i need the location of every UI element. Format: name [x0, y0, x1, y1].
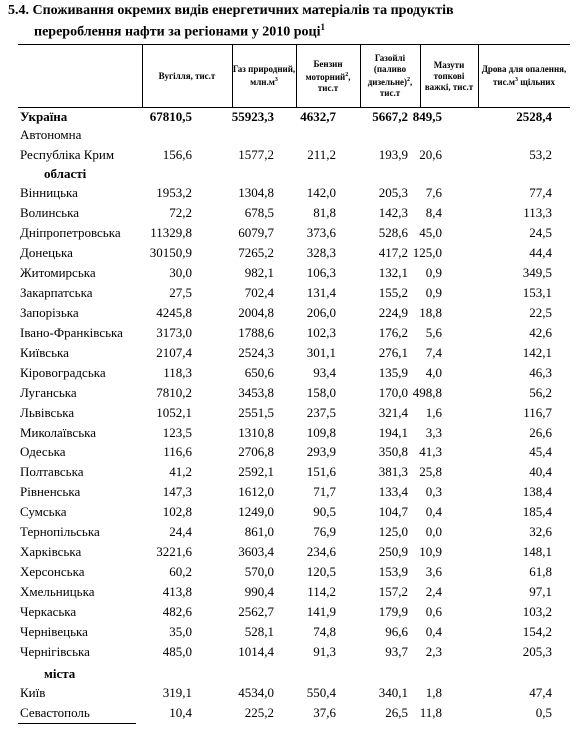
table-row [0, 683, 584, 703]
cell-coal: 319,1 [162, 685, 192, 700]
cell-coal: 123,5 [162, 424, 192, 440]
cell-firewood: 113,3 [523, 204, 552, 220]
cell-gas: 225,2 [244, 704, 274, 720]
row-name: Донецька [20, 244, 73, 260]
cell-coal: 30,0 [169, 264, 192, 280]
row-name: Сумська [20, 504, 67, 520]
cell-gas: 702,4 [244, 284, 274, 300]
cell-gasoil: 276,1 [378, 344, 408, 360]
cell-petrol: 76,9 [313, 524, 336, 540]
cell-gasoil: 170,0 [378, 384, 408, 400]
cell-coal: 118,3 [163, 364, 192, 380]
row-name: Хмельницька [20, 584, 95, 600]
cell-firewood: 44,4 [529, 244, 552, 260]
title-footnote-mark: 1 [320, 22, 325, 32]
row-name: Житомирська [20, 264, 96, 280]
cell-petrol: 109,8 [306, 424, 336, 440]
column-header-firewood: Дрова для опалення, $тис.м^3$ щільних [481, 64, 567, 87]
cell-gasoil: 193,9 [378, 147, 408, 162]
table-row [0, 263, 584, 283]
cell-fuel-oil: 0,4 [425, 624, 442, 640]
cell-gas: 2004,8 [238, 304, 274, 320]
cell-petrol: 293,9 [306, 444, 336, 460]
row-name: Республіка Крим [20, 147, 115, 162]
cell-fuel-oil: 3,3 [425, 424, 442, 440]
cell-gasoil: 340,1 [378, 685, 408, 700]
cell-gasoil: 179,9 [378, 604, 408, 620]
crimea-label-line-1: Автономна [20, 127, 82, 142]
cell-gasoil: 528,6 [378, 224, 408, 240]
cell-gas: 650,6 [244, 364, 274, 380]
cell-coal: 485,0 [162, 644, 192, 660]
cell-fuel-oil: 5,6 [425, 324, 442, 340]
cell-gasoil: 250,9 [378, 544, 408, 560]
cell-gas: 990,4 [244, 584, 274, 600]
column-header-fuel-oil: Мазути топкові важкі, тис.т [424, 59, 474, 92]
table-row [0, 283, 584, 303]
cell-fuel-oil: 8,4 [425, 204, 442, 220]
cell-gasoil: 157,2 [378, 584, 408, 600]
cell-gas: 2706,8 [238, 444, 274, 460]
cell-gas: 3603,4 [238, 544, 274, 560]
cell-petrol: 211,2 [307, 147, 336, 162]
cell-petrol: 114,2 [307, 584, 336, 600]
row-name: Чернівецька [20, 624, 88, 640]
cell-fuel-oil: 2,4 [425, 584, 442, 600]
cell-petrol: 102,3 [306, 324, 336, 340]
table-row [0, 622, 584, 642]
column-header-coal: Вугілля, тис.т [158, 70, 216, 81]
table-row [0, 642, 584, 662]
row-name: Рівненська [20, 484, 81, 500]
cell-petrol: 328,3 [306, 244, 336, 260]
cell-firewood: 53,2 [529, 147, 552, 162]
table-row [0, 223, 584, 243]
cell-coal: 3173,0 [156, 324, 192, 340]
cell-coal: 60,2 [169, 564, 192, 580]
cell-gas: 55923,3 [231, 109, 274, 124]
cell-gas: 528,1 [244, 624, 274, 640]
cell-fuel-oil: 4,0 [425, 364, 442, 380]
cell-gasoil: 417,2 [378, 244, 408, 260]
cell-coal: 24,4 [169, 524, 192, 540]
cell-gas: 982,1 [244, 264, 274, 280]
cell-coal: 1052,1 [156, 404, 192, 420]
title-line-1: 5.4. Споживання окремих видів енергетичних матеріалів та продуктів [8, 3, 454, 18]
table-row [0, 403, 584, 423]
cell-fuel-oil: 1,6 [425, 404, 442, 420]
cell-gasoil: 132,1 [378, 264, 408, 280]
cell-petrol: 120,5 [306, 564, 336, 580]
cell-petrol: 37,6 [313, 704, 336, 720]
cell-petrol: 206,0 [306, 304, 336, 320]
row-name: Івано-Франківська [20, 324, 123, 340]
cell-firewood: 56,2 [529, 384, 552, 400]
table-row [0, 522, 584, 542]
cell-coal: 156,6 [162, 147, 192, 162]
cell-fuel-oil: 125,0 [412, 244, 442, 260]
cell-petrol: 90,5 [313, 504, 336, 520]
cell-gasoil: 142,3 [378, 204, 408, 220]
row-name: Севастополь [20, 704, 90, 720]
cell-petrol: 74,8 [313, 624, 336, 640]
table-row [0, 582, 584, 602]
cell-petrol: 158,0 [306, 384, 336, 400]
cell-firewood: 138,4 [522, 484, 552, 500]
table-row [0, 703, 584, 723]
cell-petrol: 142,0 [306, 185, 336, 200]
cell-fuel-oil: 7,6 [425, 185, 442, 200]
cell-gasoil: 133,4 [378, 484, 408, 500]
cell-gas: 1249,0 [238, 504, 274, 520]
cell-gasoil: 205,3 [378, 185, 408, 200]
cell-gasoil: 350,8 [378, 444, 408, 460]
cell-fuel-oil: 7,4 [425, 344, 442, 360]
cell-firewood: 2528,4 [516, 109, 552, 124]
row-name: Закарпатська [20, 284, 93, 300]
cell-firewood: 42,6 [529, 324, 552, 340]
column-header-petrol: Бензин моторний$^2$, тис.т [305, 58, 351, 93]
cell-fuel-oil: 0,6 [425, 604, 442, 620]
row-name: Тернопільська [20, 524, 100, 540]
cell-petrol: 151,6 [306, 464, 336, 480]
row-name: Київ [20, 685, 46, 700]
cell-firewood: 0,5 [535, 704, 552, 720]
table-title [8, 2, 578, 41]
cell-gas: 6079,7 [238, 224, 274, 240]
cell-fuel-oil: 0,4 [425, 504, 442, 520]
cell-fuel-oil: 0,9 [425, 284, 442, 300]
cell-petrol: 81,8 [313, 204, 336, 220]
cell-fuel-oil: 45,0 [419, 224, 442, 240]
cell-gas: 1014,4 [238, 644, 274, 660]
cell-firewood: 103,2 [522, 604, 552, 620]
cell-firewood: 142,1 [522, 344, 552, 360]
row-name: Херсонська [20, 564, 85, 580]
cell-gas: 1788,6 [238, 324, 274, 340]
cell-fuel-oil: 0,3 [425, 484, 442, 500]
cell-firewood: 61,8 [529, 564, 552, 580]
cell-firewood: 97,1 [529, 584, 552, 600]
cell-gas: 861,0 [244, 524, 274, 540]
table-row [0, 303, 584, 323]
cell-gasoil: 26,5 [385, 704, 408, 720]
cell-gas: 2524,3 [238, 344, 274, 360]
cell-coal: 10,4 [169, 704, 192, 720]
cell-petrol: 234,6 [306, 544, 336, 560]
cell-fuel-oil: 20,6 [419, 147, 442, 162]
table-row [0, 203, 584, 223]
table-row [0, 502, 584, 522]
table-row [0, 602, 584, 622]
cell-petrol: 237,5 [306, 404, 336, 420]
row-name: Київська [20, 344, 69, 360]
cell-fuel-oil: 849,5 [412, 109, 442, 124]
section-heading-mista: міста [44, 666, 76, 681]
cell-gasoil: 321,4 [378, 404, 408, 420]
cell-gasoil: 5667,2 [372, 109, 408, 124]
cell-firewood: 24,5 [529, 224, 552, 240]
row-name: Харківська [20, 544, 82, 560]
cell-fuel-oil: 3,6 [425, 564, 442, 580]
cell-coal: 102,8 [162, 504, 192, 520]
cell-coal: 413,8 [162, 584, 192, 600]
cell-coal: 30150,9 [149, 244, 192, 260]
cell-petrol: 106,3 [306, 264, 336, 280]
table-row [0, 462, 584, 482]
cell-gas: 1612,0 [238, 484, 274, 500]
cell-petrol: 373,6 [306, 224, 336, 240]
cell-gasoil: 125,0 [378, 524, 408, 540]
cell-firewood: 32,6 [529, 524, 552, 540]
row-name: Полтавська [20, 464, 84, 480]
row-name: Україна [20, 109, 68, 124]
cell-firewood: 153,1 [522, 284, 552, 300]
header-top-rule [18, 44, 570, 45]
table-row [0, 183, 584, 203]
row-name: Чернігівська [20, 644, 90, 660]
row-name: Волинська [20, 204, 79, 220]
cell-gasoil: 135,9 [378, 364, 408, 380]
row-name: Черкаська [20, 604, 77, 620]
cell-petrol: 91,3 [313, 644, 336, 660]
table-row-crimea [0, 145, 584, 165]
table-row [0, 383, 584, 403]
cell-firewood: 47,4 [529, 685, 552, 700]
cell-petrol: 71,7 [313, 484, 336, 500]
cell-petrol: 131,4 [306, 284, 336, 300]
table-row [0, 442, 584, 462]
cell-coal: 27,5 [169, 284, 192, 300]
cell-firewood: 116,7 [523, 404, 552, 420]
cell-coal: 3221,6 [156, 544, 192, 560]
cell-coal: 4245,8 [156, 304, 192, 320]
row-name: Львівська [20, 404, 75, 420]
row-name: Миколаївська [20, 424, 97, 440]
cell-gas: 2551,5 [238, 404, 274, 420]
cell-fuel-oil: 1,8 [425, 685, 442, 700]
cell-gas: 7265,2 [238, 244, 274, 260]
cell-fuel-oil: 10,9 [419, 544, 442, 560]
cell-gas: 4534,0 [238, 685, 274, 700]
table-row [0, 243, 584, 263]
cell-gas: 2562,7 [238, 604, 274, 620]
cell-gasoil: 153,9 [378, 564, 408, 580]
cell-gasoil: 96,6 [385, 624, 408, 640]
cell-gasoil: 93,7 [385, 644, 408, 660]
section-heading-oblasti: області [44, 166, 87, 181]
table-row [0, 542, 584, 562]
cell-gasoil: 381,3 [378, 464, 408, 480]
table-row [0, 423, 584, 443]
cell-firewood: 45,4 [529, 444, 552, 460]
cell-coal: 35,0 [169, 624, 192, 640]
cell-firewood: 154,2 [522, 624, 552, 640]
row-name: Кіровоградська [20, 364, 106, 380]
cell-firewood: 22,5 [529, 304, 552, 320]
cell-coal: 1953,2 [156, 185, 192, 200]
cell-fuel-oil: 0,0 [425, 524, 442, 540]
cell-gas: 2592,1 [238, 464, 274, 480]
cell-coal: 482,6 [162, 604, 192, 620]
row-name: Запорізька [20, 304, 79, 320]
cell-coal: 7810,2 [156, 384, 192, 400]
column-header-gas: Газ природний, $млн.м^3$ [232, 64, 296, 87]
cell-firewood: 46,3 [529, 364, 552, 380]
table-row [0, 482, 584, 502]
cell-coal: 147,3 [162, 484, 192, 500]
cell-firewood: 148,1 [522, 544, 552, 560]
cell-gasoil: 104,7 [378, 504, 408, 520]
cell-gasoil: 176,2 [378, 324, 408, 340]
cell-firewood: 205,3 [522, 644, 552, 660]
title-line-2: перероблення нафти за регіонами у 2010 році$^1$ [34, 22, 325, 40]
cell-coal: 11329,8 [150, 224, 192, 240]
cell-gas: 1577,2 [238, 147, 274, 162]
cell-firewood: 40,4 [529, 464, 552, 480]
table-row [0, 343, 584, 363]
cell-firewood: 26,6 [529, 424, 552, 440]
cell-gas: 1310,8 [238, 424, 274, 440]
column-header-gasoil: Газойлі (паливо дизельне)$^2$, тис.т [367, 53, 413, 98]
table-row [0, 363, 584, 383]
cell-coal: 67810,5 [149, 109, 192, 124]
table-row [0, 562, 584, 582]
cell-petrol: 301,1 [306, 344, 336, 360]
table-row-total [0, 107, 584, 127]
cell-gasoil: 224,9 [378, 304, 408, 320]
cell-firewood: 185,4 [522, 504, 552, 520]
cell-petrol: 93,4 [313, 364, 336, 380]
cell-gasoil: 155,2 [378, 284, 408, 300]
cell-petrol: 4632,7 [300, 109, 336, 124]
cell-firewood: 349,5 [522, 264, 552, 280]
cell-fuel-oil: 498,8 [412, 384, 442, 400]
cell-petrol: 141,9 [306, 604, 336, 620]
cell-coal: 72,2 [169, 204, 192, 220]
cell-fuel-oil: 18,8 [419, 304, 442, 320]
cell-firewood: 77,4 [529, 185, 552, 200]
cell-gasoil: 194,1 [378, 424, 408, 440]
row-name: Дніпропетровська [20, 224, 121, 240]
cell-gas: 1304,8 [238, 185, 274, 200]
cell-gas: 570,0 [244, 564, 274, 580]
cell-fuel-oil: 25,8 [419, 464, 442, 480]
row-name: Вінницька [20, 185, 78, 200]
cell-fuel-oil: 0,9 [425, 264, 442, 280]
table-row [0, 323, 584, 343]
row-name: Одеська [20, 444, 66, 460]
cell-fuel-oil: 41,3 [419, 444, 442, 460]
cell-fuel-oil: 11,8 [419, 704, 442, 720]
cell-coal: 116,6 [163, 444, 192, 460]
cell-gas: 678,5 [244, 204, 274, 220]
cell-petrol: 550,4 [306, 685, 336, 700]
cell-gas: 3453,8 [238, 384, 274, 400]
cell-coal: 41,2 [169, 464, 192, 480]
footnote-rule [18, 723, 136, 724]
row-name: Луганська [20, 384, 77, 400]
cell-coal: 2107,4 [156, 344, 192, 360]
cell-fuel-oil: 2,3 [425, 644, 442, 660]
